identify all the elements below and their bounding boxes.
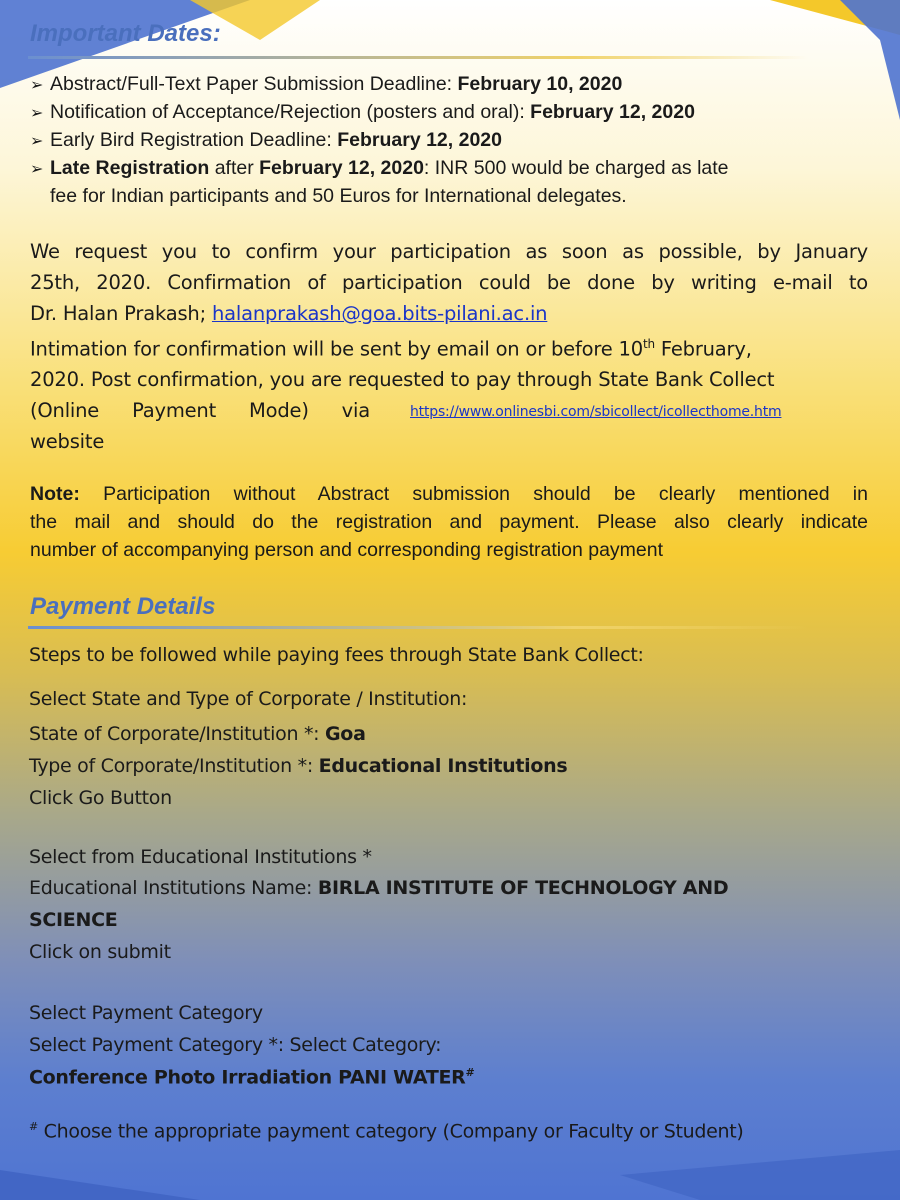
important-dates-heading: Important Dates: (30, 20, 221, 47)
note-line-2: the mail and should do the registration and payment. Please also clearly indicate (30, 511, 868, 533)
select-payment-category-title: Select Payment Category (29, 1002, 263, 1024)
late-registration-continued: fee for Indian participants and 50 Euros for International delegates. (50, 185, 627, 207)
click-submit-step: Click on submit (29, 941, 171, 963)
state-of-institution: State of Corporate/Institution *: Goa (29, 723, 366, 745)
click-go-step: Click Go Button (29, 787, 172, 809)
payment-category-value: Conference Photo Irradiation PANI WATER# (29, 1066, 475, 1089)
select-educational-institution: Select from Educational Institutions * (29, 846, 372, 868)
arrow-bullet-icon: ➢ (30, 133, 44, 150)
select-payment-category-line: Select Payment Category *: Select Category: (29, 1034, 442, 1056)
payment-category-footnote: # Choose the appropriate payment category (Company or Faculty or Student) (29, 1120, 744, 1143)
sbi-collect-link[interactable]: https://www.onlinesbi.com/sbicollect/icollecthome.htm (410, 404, 782, 420)
date-item-late-registration: ➢ Late Registration after February 12, 2020: INR 500 would be charged as late (30, 157, 729, 179)
date-item-early-bird: ➢ Early Bird Registration Deadline: February 12, 2020 (30, 129, 502, 151)
institution-name: Educational Institutions Name: BIRLA INSTITUTE OF TECHNOLOGY AND (29, 877, 729, 899)
confirmation-line-2: 25th, 2020. Confirmation of participation could be done by writing e-mail to (30, 271, 868, 294)
select-state-instruction: Select State and Type of Corporate / Institution: (29, 688, 468, 710)
confirmation-line-5: 2020. Post confirmation, you are requested to pay through State Bank Collect (30, 368, 775, 391)
confirmation-line-7: website (30, 430, 105, 453)
payment-steps-intro: Steps to be followed while paying fees through State Bank Collect: (29, 644, 644, 666)
date-item-submission: ➢ Abstract/Full-Text Paper Submission Deadline: February 10, 2020 (30, 73, 623, 95)
contact-email-link[interactable]: halanprakash@goa.bits-pilani.ac.in (211, 302, 548, 325)
institution-name-continued: SCIENCE (29, 909, 118, 931)
arrow-bullet-icon: ➢ (30, 105, 44, 122)
confirmation-line-4: Intimation for confirmation will be sent by email on or before 10th February, (30, 337, 752, 361)
note-line-1: Note: Participation without Abstract submission should be clearly mentioned in (30, 483, 868, 505)
arrow-bullet-icon: ➢ (30, 161, 44, 178)
arrow-bullet-icon: ➢ (30, 77, 44, 94)
payment-details-heading: Payment Details (30, 593, 216, 620)
confirmation-line-1: We request you to confirm your participation as soon as possible, by January (30, 240, 868, 263)
confirmation-line-6: (Online Payment Mode) via (30, 399, 370, 422)
note-line-3: number of accompanying person and corresponding registration payment (30, 539, 664, 561)
confirmation-line-3: Dr. Halan Prakash; halanprakash@goa.bits-pilani.ac.in (30, 302, 548, 325)
date-item-notification: ➢ Notification of Acceptance/Rejection (posters and oral): February 12, 2020 (30, 101, 695, 123)
heading-underline (28, 626, 808, 629)
heading-underline (28, 56, 808, 59)
type-of-institution: Type of Corporate/Institution *: Educational Institutions (29, 755, 568, 777)
